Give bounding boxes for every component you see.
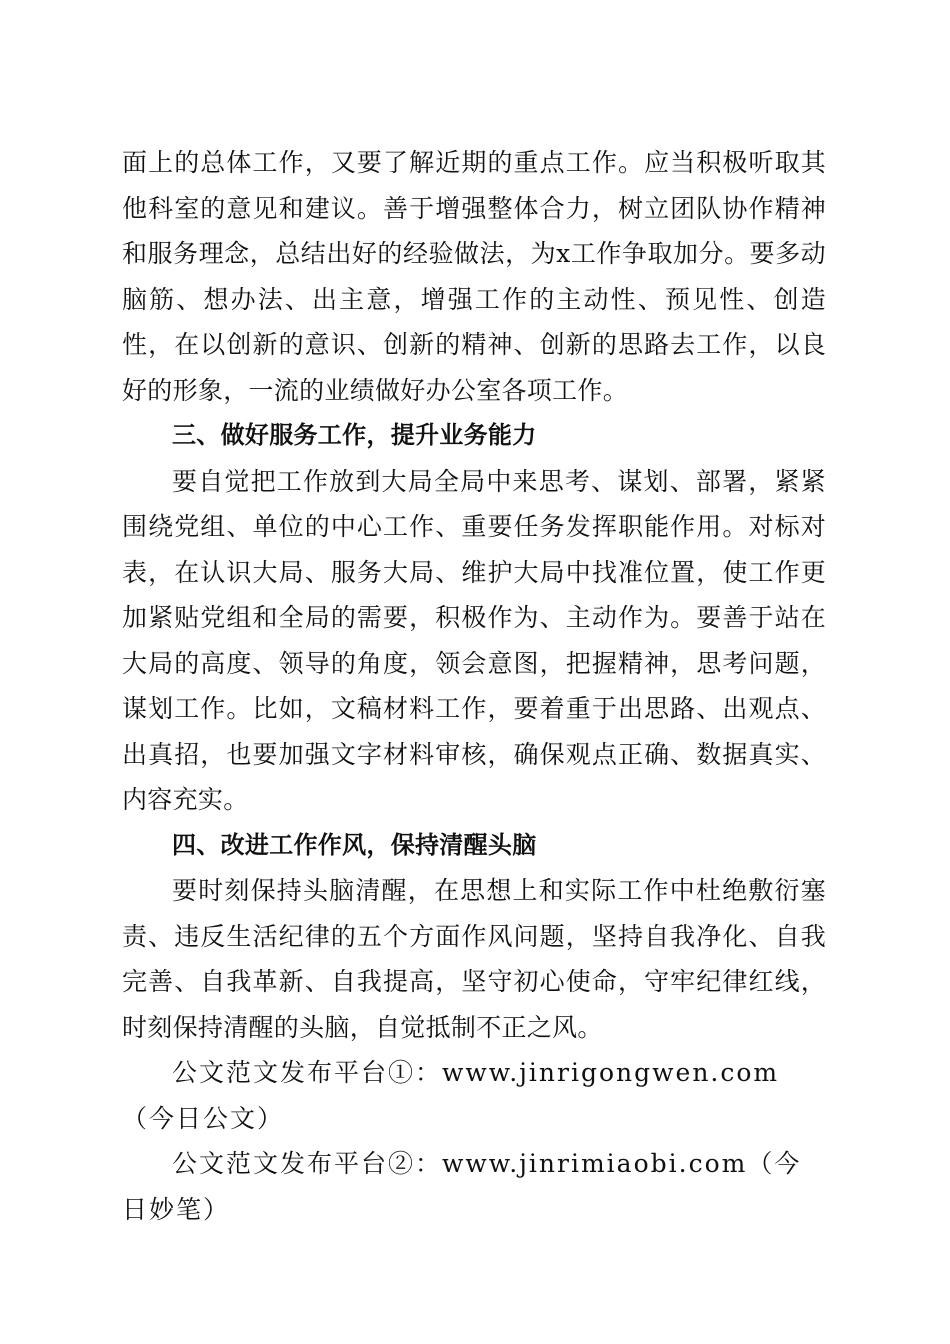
paragraph-continuation: 面上的总体工作，又要了解近期的重点工作。应当积极听取其他科室的意见和建议。善于增强整体合力，树立团队协作精神和服务理念，总结出好的经验做法，为x工作争取加分。要多动脑筋、想办法、出主意，增强工作的主动性、预见性、创造性，在以创新的意识、创新的精神、创新的思路去工作，以良好的形象，一流的业绩做好办公室各项工作。 bbox=[122, 148, 826, 405]
section-heading-3: 三、做好服务工作，提升业务能力 bbox=[172, 421, 537, 449]
footer-platform-1: 公文范文发布平台①：www.jinrigongwen.com（今日公文） bbox=[122, 1058, 780, 1133]
section-body-3: 要自觉把工作放到大局全局中来思考、谋划、部署，紧紧围绕党组、单位的中心工作、重要任务发挥职能作用。对标对表，在认识大局、服务大局、维护大局中找准位置，使工作更加紧贴党组和全局的需要，积极作为、主动作为。要善于站在大局的高度、领导的角度，领会意图，把握精神，思考问题，谋划工作。比如，文稿材料工作，要着重于出思路、出观点、出真招，也要加强文字材料审核，确保观点正确、数据真实、内容充实。 bbox=[122, 466, 826, 814]
footer-platform-2: 公文范文发布平台②：www.jinrimiaobi.com（今日妙笔） bbox=[122, 1149, 802, 1224]
document-page bbox=[122, 140, 826, 1232]
section-body-4: 要时刻保持头脑清醒，在思想上和实际工作中杜绝敷衍塞责、违反生活纪律的五个方面作风问题，坚持自我净化、自我完善、自我革新、自我提高，坚守初心使命，守牢纪律红线，时刻保持清醒的头脑，自觉抵制不正之风。 bbox=[122, 876, 826, 1042]
section-heading-4: 四、改进工作作风，保持清醒头脑 bbox=[172, 830, 537, 859]
